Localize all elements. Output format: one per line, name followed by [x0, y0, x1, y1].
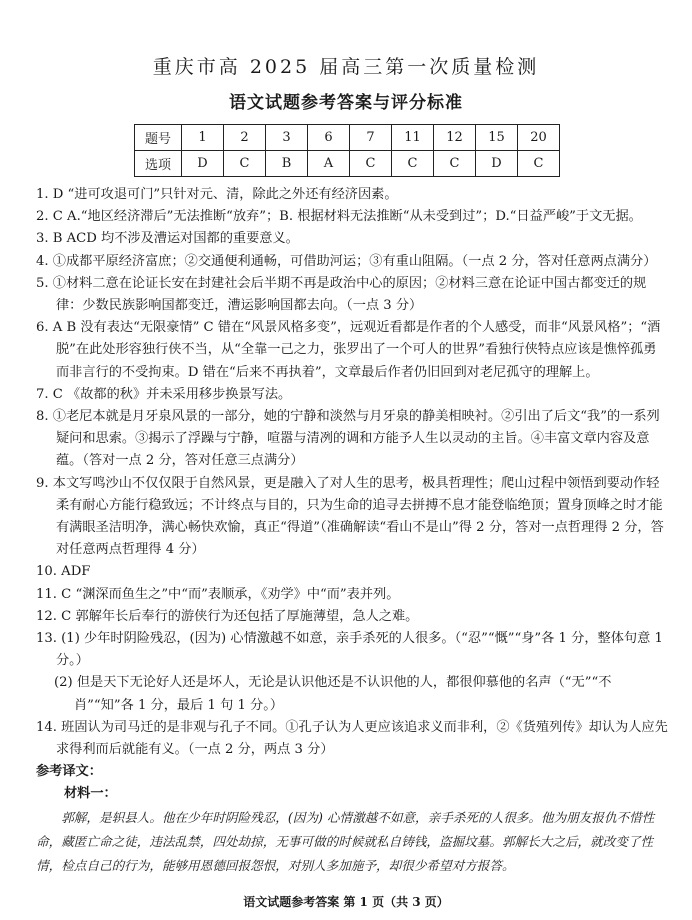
row-label-option: 选项	[135, 151, 182, 177]
material-heading: 材料一：	[64, 786, 117, 802]
question-number: 12	[434, 125, 476, 151]
question-number: 20	[518, 125, 560, 151]
answer-option: C	[434, 151, 476, 177]
question-number: 7	[350, 125, 392, 151]
reference-heading: 参考译文：	[36, 764, 102, 780]
answer-option: A	[308, 151, 350, 177]
answer-item-14: 14. 班固认为司马迁的是非观与孔子不同。①孔子认为人更应该追求义而非利，②《货殖列传》却认为人应先求得利而后就能有义。（一点 2 分，两点 3 分）	[36, 719, 668, 758]
answer-option: C	[518, 151, 560, 177]
answer-option: C	[224, 151, 266, 177]
translation-text: 郭解，是轵县人。他在少年时阴险残忍，(因为) 心情激越不如意，亲手杀死的人很多。他为朋友报仇不惜性命，藏匿亡命之徒，违法乱禁，四处劫掠，无事可做的时候就私自铸钱，盗掘坟墓。郭解长大之后，就改变了性情，检点自己的行为，能够用恩德回报怨恨，对别人多加施予，却很少希望对方报答。	[36, 809, 655, 873]
question-number: 15	[476, 125, 518, 151]
answer-table-row-numbers	[135, 125, 560, 151]
question-number: 6	[308, 125, 350, 151]
answer-item-13-1: 13. (1) 少年时阴险残忍，(因为) 心情激越不如意，亲手杀死的人很多。（“忍”“慨”“身”各 1 分，整体句意 1 分。）	[36, 631, 663, 669]
answer-item-11: 11. C “渊深而鱼生之”中“而”表顺承，《劝学》中“而”表并列。	[36, 586, 400, 602]
page-subtitle: 语文试题参考答案与评分标准	[229, 93, 463, 113]
answer-item-9: 9. 本文写鸣沙山不仅仅限于自然风景，更是融入了对人生的思考，极具哲理性；爬山过程中领悟到要动作轻柔有耐心方能行稳致远；不计终点与目的，只为生命的追寻去拼搏不息才能登临绝顶；置身顶峰之时才能有满眼圣洁明净，满心畅快欢愉，真正“得道”（准确解读“看山不是山”得 2 分，答对一点哲理得 2 分，答对任意两点哲理得 4 分）	[36, 475, 664, 558]
answer-table-row-options	[135, 151, 560, 177]
page-title: 重庆市高 2025 届高三第一次质量检测	[152, 56, 540, 78]
answer-item-1: 1. D “进可攻退可门”只针对元、清，除此之外还有经济因素。	[36, 187, 398, 202]
answer-item-10: 10. ADF	[36, 564, 91, 580]
answer-body	[36, 184, 668, 878]
answer-option: C	[392, 151, 434, 177]
answer-item-3: 3. B ACD 均不涉及漕运对国都的重要意义。	[36, 231, 299, 247]
answer-option: B	[266, 151, 308, 177]
answer-item-4: 4. ①成都平原经济富庶；②交通便利通畅，可借助河运；③有重山阻隔。（一点 2 分，答对任意两点满分）	[36, 253, 657, 269]
question-number: 1	[182, 125, 224, 151]
answer-item-2: 2. C A.“地区经济滞后”无法推断“放弃”；B. 根据材料无法推断“从未受到过”；D.“日益严峻”于文无据。	[36, 209, 642, 225]
answer-item-12: 12. C 郭解年长后奉行的游侠行为还包括了厚施薄望，急人之难。	[36, 608, 419, 624]
answer-option: D	[476, 151, 518, 177]
answer-item-8: 8. ①老尼本就是月牙泉风景的一部分，她的宁静和淡然与月牙泉的静美相映衬。②引出了后文“我”的一系列疑问和思索。③揭示了浮躁与宁静，喧嚣与清冽的调和方能予人生以灵动的主旨。④丰富文章内容及意蕴。（答对一点 2 分，答对任意三点满分）	[36, 409, 660, 469]
question-number: 2	[224, 125, 266, 151]
answer-item-13-2: (2) 但是天下无论好人还是坏人，无论是认识他还是不认识他的人，都很仰慕他的名声（“无”“不肖”“知”各 1 分，最后 1 句 1 分。）	[54, 675, 612, 713]
question-number: 3	[266, 125, 308, 151]
answer-item-6: 6. A B 没有表达“无限豪情” C 错在“风景风格多变”，远观近看都是作者的个人感受，而非“风景风格”；“酒脱”在此处形容独行侠不当，从“全靠一己之力，张罗出了一个可人的世界”看独行侠特点应该是憔悴孤勇而非言行的不受拘束。D 错在“后来不再执着”，文章最后作者仍旧回到对老尼孤守的理解上。	[36, 320, 661, 380]
page-footer: 语文试题参考答案 第 1 页（共 3 页）	[243, 895, 449, 909]
row-label-number: 题号	[135, 125, 182, 151]
answer-option: C	[350, 151, 392, 177]
answer-item-5: 5. ①材料二意在论证长安在封建社会后半期不再是政治中心的原因；②材料三意在论证中国古都变迁的规律：少数民族影响国都变迁，漕运影响国都去向。（一点 3 分）	[36, 275, 647, 314]
answer-table	[134, 124, 560, 177]
answer-item-7: 7. C 《故都的秋》并未采用移步换景写法。	[36, 386, 292, 402]
answer-option: D	[182, 151, 224, 177]
question-number: 11	[392, 125, 434, 151]
